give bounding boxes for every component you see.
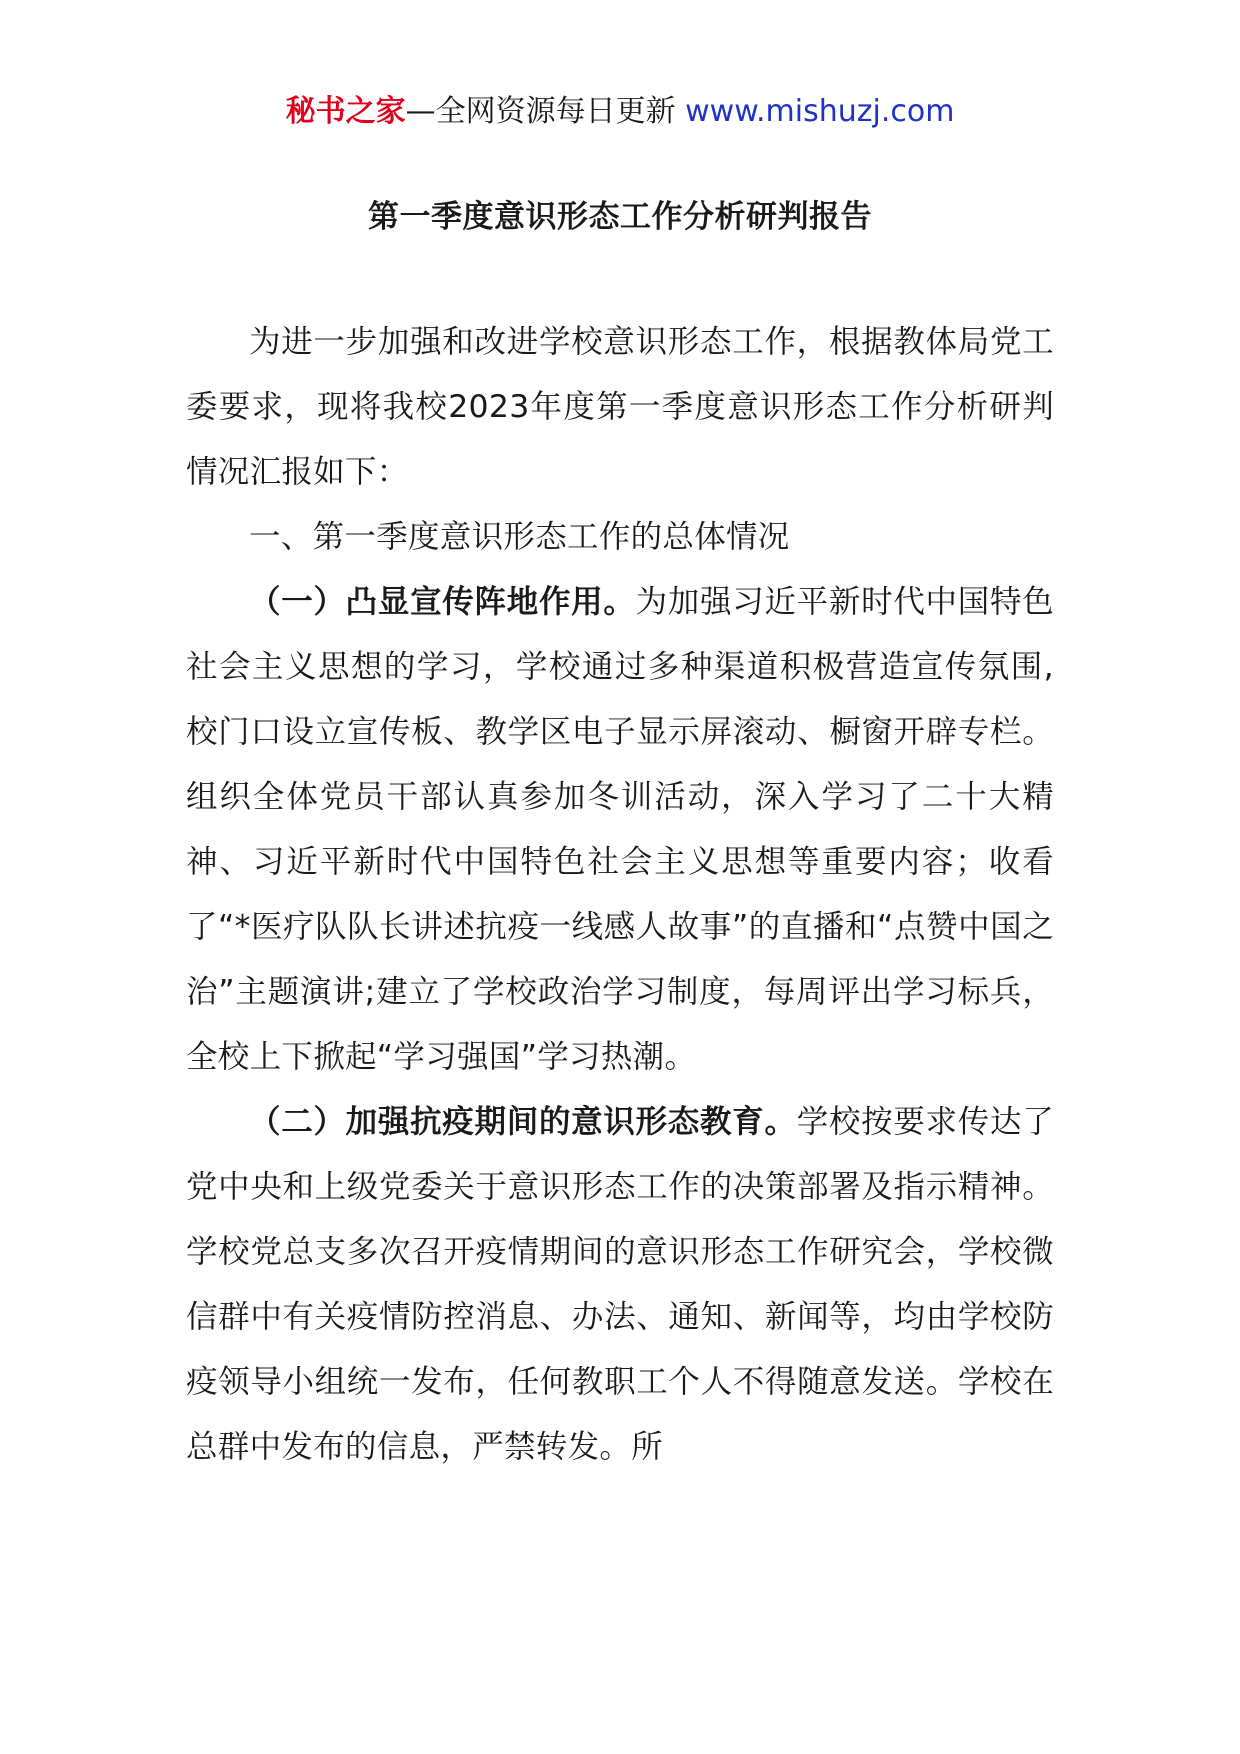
- document-body: [186, 310, 1054, 1480]
- brand-name: 秘书之家: [285, 94, 406, 129]
- item-1-paragraph: [186, 570, 1054, 1090]
- section-heading: 一、第一季度意识形态工作的总体情况: [249, 519, 790, 555]
- site-header: [0, 92, 1240, 132]
- document-title: 第一季度意识形态工作分析研判报告: [368, 199, 872, 235]
- site-url-link[interactable]: www.mishuzj.com: [685, 94, 955, 129]
- item-1-text: 为加强习近平新时代中国特色社会主义思想的学习，学校通过多种渠道积极营造宣传氛围,校门口设立宣传板、教学区电子显示屏滚动、橱窗开辟专栏。组织全体党员干部认真参加冬训活动，深入学习了二十大精神、习近平新时代中国特色社会主义思想等重要内容；收看了“*医疗队队长讲述抗疫一线感人故事”的直播和“点赞中国之治”主题演讲;建立了学校政治学习制度，每周评出学习标兵，全校上下掀起“学习强国”学习热潮。: [186, 584, 1054, 1075]
- header-tagline: —全网资源每日更新: [405, 94, 676, 129]
- item-2-text: 学校按要求传达了党中央和上级党委关于意识形态工作的决策部署及指示精神。学校党总支多次召开疫情期间的意识形态工作研究会，学校微信群中有关疫情防控消息、办法、通知、新闻等，均由学校防疫领导小组统一发布，任何教职工个人不得随意发送。学校在总群中发布的信息，严禁转发。所: [186, 1104, 1055, 1465]
- item-2-paragraph: [186, 1090, 1054, 1480]
- item-1-lead: （一）凸显宣传阵地作用。: [249, 584, 636, 620]
- intro-paragraph: 为进一步加强和改进学校意识形态工作，根据教体局党工委要求，现将我校2023年度第一季度意识形态工作分析研判情况汇报如下：: [186, 324, 1054, 490]
- item-2-lead: （二）加强抗疫期间的意识形态教育。: [249, 1104, 797, 1140]
